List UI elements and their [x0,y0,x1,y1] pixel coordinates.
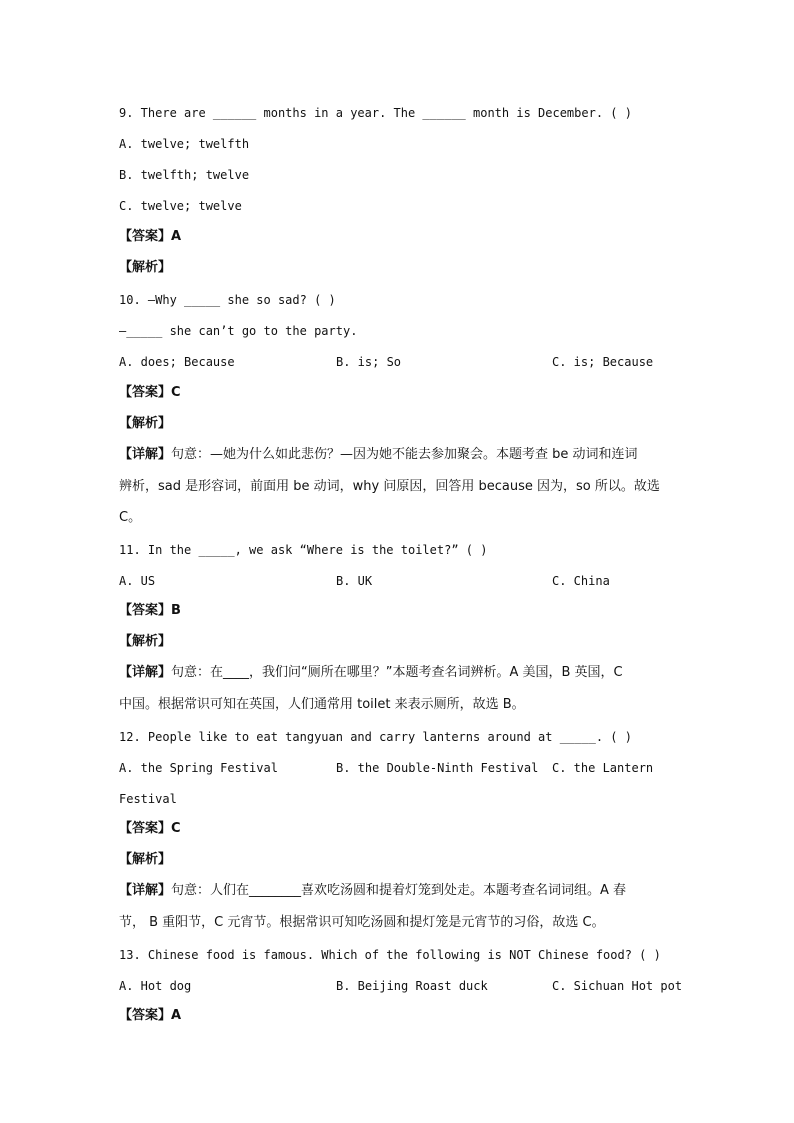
question-10-stem: 10. —Why _____ she so sad? ( ) [119,293,336,307]
question-9-answer: 【答案】A [119,229,182,244]
question-12-option-c: C. the Lantern [552,761,654,775]
question-11-analysis: 【解析】 [119,634,172,649]
question-11-answer: 【答案】B [119,603,181,618]
detail-tag: 【详解】 [119,665,172,680]
question-11-detail-line-1: 【详解】句意：在____，我们问“厕所在哪里？”本题考查名词辨析。A 美国，B 英国，C [119,665,623,680]
question-9-stem: 9. There are ______ months in a year. The ______ month is December. ( ) [119,106,632,120]
question-10-answer: 【答案】C [119,385,181,400]
question-10-analysis: 【解析】 [119,416,172,431]
question-9-analysis: 【解析】 [119,260,172,275]
detail-tag: 【详解】 [119,883,172,898]
question-11-stem: 11. In the _____, we ask “Where is the toilet?” ( ) [119,543,488,557]
question-11-option-b: B. UK [336,574,373,588]
question-10-stem-reply: —_____ she can’t go to the party. [119,324,358,338]
question-11-option-c: C. China [552,574,610,588]
question-13-option-a: A. Hot dog [119,979,192,993]
question-13-option-c: C. Sichuan Hot pot [552,979,683,993]
question-12-detail-line-2: 节， B 重阳节，C 元宵节。根据常识可知吃汤圆和提灯笼是元宵节的习俗，故选 C。 [119,915,605,930]
question-12-option-c-wrap: Festival [119,792,177,806]
detail-tag: 【详解】 [119,447,172,462]
question-11-option-a: A. US [119,574,156,588]
question-12-detail-line-1: 【详解】句意：人们在________喜欢吃汤圆和提着灯笼到处走。本题考查名词词组。A 春 [119,883,627,898]
question-10-detail-line-3: C。 [119,510,142,525]
question-12-stem: 12. People like to eat tangyuan and carry lanterns around at _____. ( ) [119,730,632,744]
question-13-answer: 【答案】A [119,1008,182,1023]
question-10-option-a: A. does; Because [119,355,235,369]
question-13-stem: 13. Chinese food is famous. Which of the following is NOT Chinese food? ( ) [119,948,661,962]
question-9-option-a: A. twelve; twelfth [119,137,250,151]
question-11-detail-line-2: 中国。根据常识可知在英国，人们通常用 toilet 来表示厕所，故选 B。 [119,697,525,712]
question-12-option-a: A. the Spring Festival [119,761,278,775]
question-10-detail-line-2: 辨析，sad 是形容词，前面用 be 动词，why 问原因，回答用 because 因为，so 所以。故选 [119,479,660,494]
question-13-option-b: B. Beijing Roast duck [336,979,488,993]
question-12-answer: 【答案】C [119,821,181,836]
question-10-option-b: B. is; So [336,355,402,369]
question-10-option-c: C. is; Because [552,355,654,369]
question-9-option-b: B. twelfth; twelve [119,168,250,182]
question-9-option-c: C. twelve; twelve [119,199,242,213]
question-12-option-b: B. the Double-Ninth Festival [336,761,539,775]
question-12-analysis: 【解析】 [119,852,172,867]
question-10-detail-line-1: 【详解】句意：—她为什么如此悲伤？—因为她不能去参加聚会。本题考查 be 动词和连词 [119,447,638,462]
